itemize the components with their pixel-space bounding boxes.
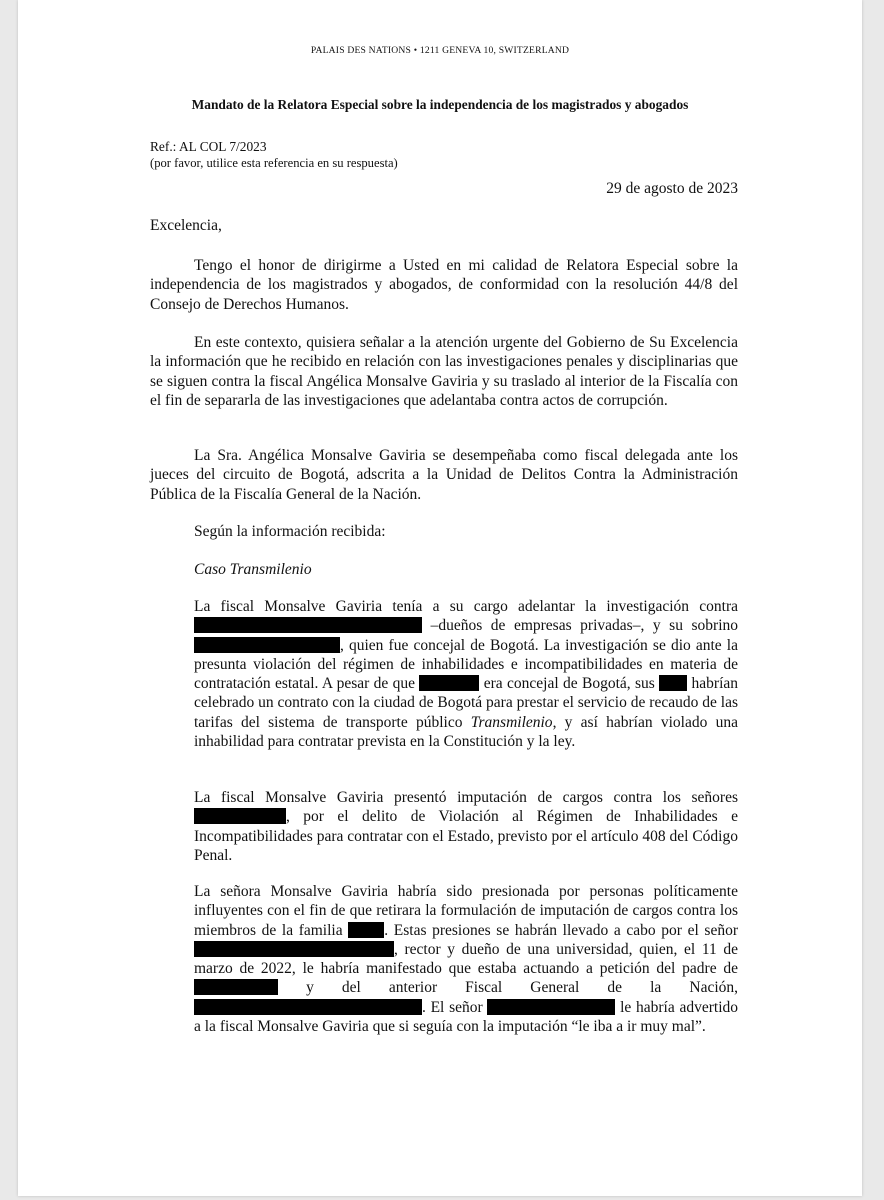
salutation: Excelencia, <box>150 217 222 234</box>
redaction-bar <box>348 922 384 938</box>
redaction-bar <box>194 617 422 633</box>
paragraph-1: Tengo el honor de dirigirme a Usted en mi calidad de Relatora Especial sobre la independencia de los magistrados y abogados, de conformidad con la resolución 44/8 del Consejo de Derechos Humanos. <box>150 257 738 313</box>
paragraph-7: La señora Monsalve Gaviria habría sido presionada por personas políticamente influyentes con el fin de que retirara la formulación de imputación de cargos contra los miembros de la familia . Estas presiones se habrán llevado a cabo por el señor , rector y dueño de una universidad, quien, el 11 de marzo de 2022, le habría manifestado que estaba actuando a petición del padre de y del anterior Fiscal General de la Nación, . El señor le habría advertido a la fiscal Monsalve Gaviria que si seguía con la imputación “le iba a ir muy mal”. <box>194 883 739 1036</box>
redaction-bar <box>194 808 286 824</box>
paragraph-2: En este contexto, quisiera señalar a la atención urgente del Gobierno de Su Excelencia la información que he recibido en relación con las investigaciones penales y disciplinarias que se siguen contra la fiscal Angélica Monsalve Gaviria y su traslado al interior de la Fiscalía con el fin de separarla de las investigaciones que adelantaba contra actos de corrupción. <box>150 334 738 409</box>
mandate-title: Mandato de la Relatora Especial sobre la independencia de los magistrados y abogados <box>191 97 689 112</box>
redaction-bar <box>194 979 278 995</box>
redaction-bar <box>194 637 340 653</box>
redaction-bar <box>194 999 422 1015</box>
reference-note: (por favor, utilice esta referencia en su respuesta) <box>150 156 398 170</box>
paragraph-3: La Sra. Angélica Monsalve Gaviria se desempeñaba como fiscal delegada ante los jueces del circuito de Bogotá, adscrita a la Unidad de Delitos Contra la Administración Pública de la Fiscalía General de la Nación. <box>150 447 738 503</box>
redaction-bar <box>487 999 615 1015</box>
reference-block <box>150 138 398 172</box>
reference-number: Ref.: AL COL 7/2023 <box>150 139 267 154</box>
section-heading: Caso Transmilenio <box>194 561 312 578</box>
redaction-bar <box>419 675 479 691</box>
document-page <box>18 0 862 1196</box>
paragraph-6: La fiscal Monsalve Gaviria presentó imputación de cargos contra los señores , por el delito de Violación al Régimen de Inhabilidades e Incompatibilidades para contratar con el Estado, previsto por el artículo 408 del Código Penal. <box>194 789 738 864</box>
letterhead-address: PALAIS DES NATIONS • 1211 GENEVA 10, SWITZERLAND <box>310 45 570 56</box>
paragraph-4: Según la información recibida: <box>194 523 386 540</box>
redaction-bar <box>659 675 687 691</box>
paragraph-5: La fiscal Monsalve Gaviria tenía a su cargo adelantar la investigación contra –dueños de empresas privadas–, y su sobrino , quien fue concejal de Bogotá. La investigación se dio ante la presunta violación del régimen de inhabilidades e incompatibilidades en materia de contratación estatal. A pesar de que era concejal de Bogotá, sus habrían celebrado un contrato con la ciudad de Bogotá para prestar el servicio de recaudo de las tarifas del sistema de transporte público Transmilenio, y así habrían violado una inhabilidad para contratar prevista en la Constitución y la ley. <box>194 598 739 751</box>
redaction-bar <box>194 941 394 957</box>
letter-date: 29 de agosto de 2023 <box>606 180 738 197</box>
